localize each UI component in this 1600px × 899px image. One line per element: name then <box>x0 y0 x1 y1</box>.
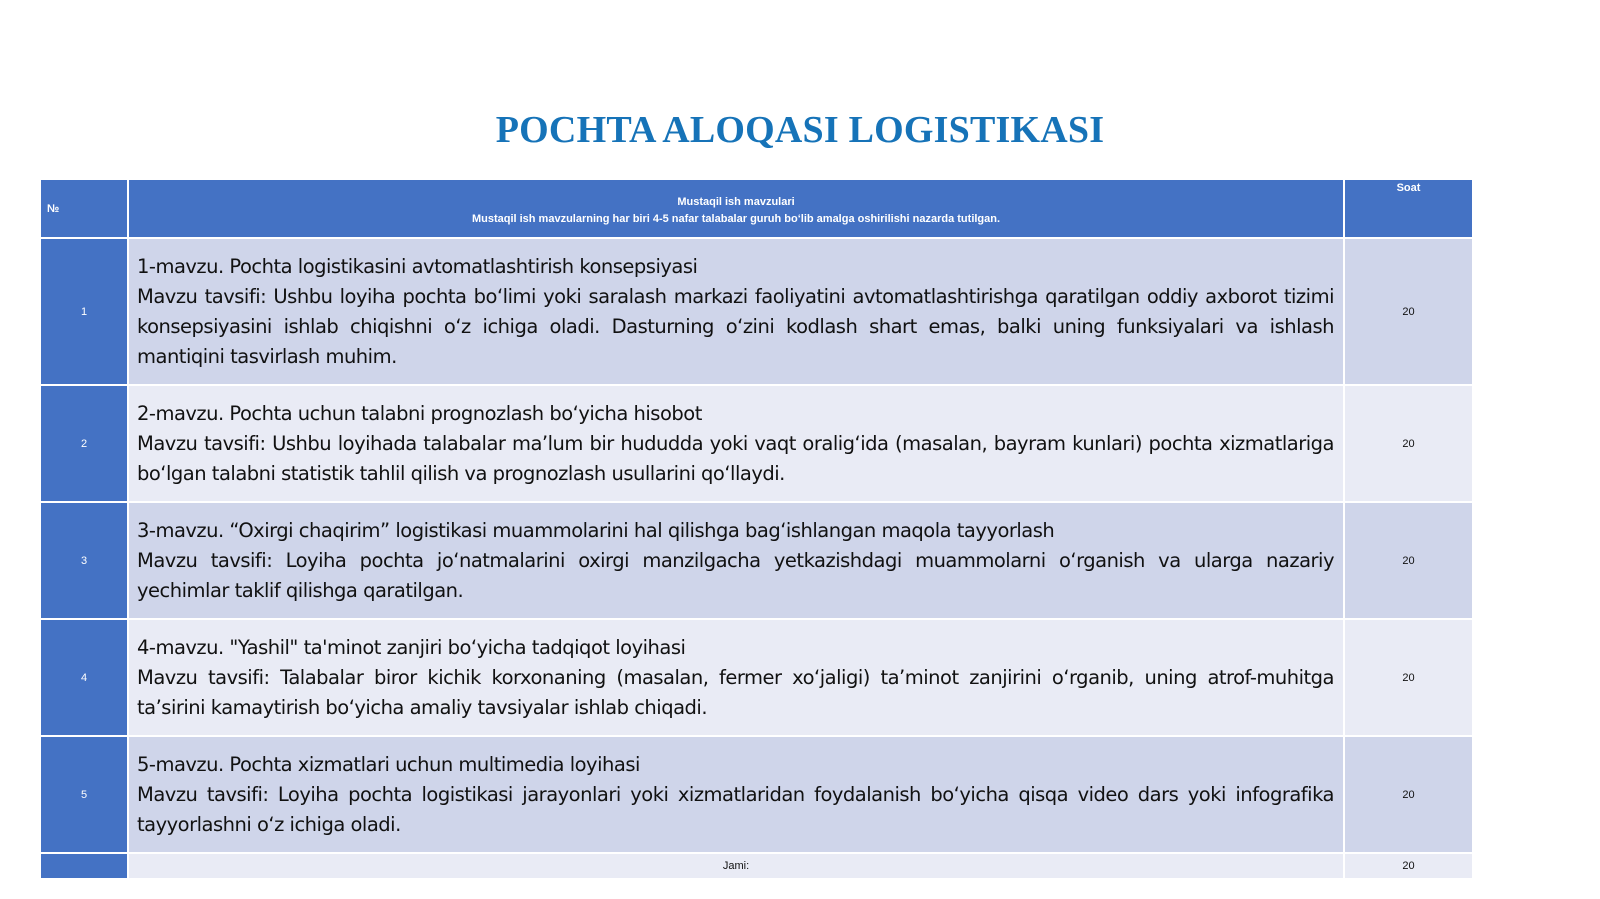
topic-description: Mavzu tavsifi: Ushbu loyihada talabalar ma’lum bir hududda yoki vaqt oralig‘ida (masalan, bayram kunlari) pochta xizmatlariga bo‘lgan talabni statistik tahlil qilish va prognozlash usullarini qo‘llaydi. <box>137 432 1334 485</box>
table-row <box>41 502 1473 619</box>
row-content <box>128 619 1344 736</box>
page-title: POCHTA ALOQASI LOGISTIKASI <box>495 109 1105 151</box>
topic-title: 2-mavzu. Pochta uchun talabni prognozlash bo‘yicha hisobot <box>137 402 702 425</box>
row-hours: 20 <box>1344 619 1473 736</box>
header-number: № <box>41 180 128 238</box>
topic-description: Mavzu tavsifi: Loyiha pochta logistikasi jarayonlari yoki xizmatlaridan foydalanish bo‘yicha qisqa video dars yoki infografika tayyorlashni o‘z ichiga oladi. <box>137 783 1334 836</box>
row-hours: 20 <box>1344 502 1473 619</box>
header-topics-title: Mustaqil ish mavzulari <box>677 195 795 208</box>
row-hours: 20 <box>1344 238 1473 385</box>
topic-description: Mavzu tavsifi: Loyiha pochta jo‘natmalarini oxirgi manzilgacha yetkazishdagi muammolarni o‘rganish va ularga nazariy yechimlar taklif qilishga qaratilgan. <box>137 549 1334 602</box>
row-number: 2 <box>41 385 128 502</box>
topic-title: 1-mavzu. Pochta logistikasini avtomatlashtirish konsepsiyasi <box>137 255 698 278</box>
table-header-row <box>41 180 1473 238</box>
row-content <box>128 736 1344 853</box>
total-number-cell <box>41 853 128 879</box>
table-row <box>41 619 1473 736</box>
header-topics-note: Mustaqil ish mavzularning har biri 4-5 nafar talabalar guruh bo‘lib amalga oshirilishi nazarda tutilgan. <box>471 212 1001 225</box>
topic-title: 4-mavzu. "Yashil" ta'minot zanjiri bo‘yicha tadqiqot loyihasi <box>137 636 686 659</box>
total-label: Jami: <box>128 853 1344 879</box>
header-hours: Soat <box>1344 180 1473 238</box>
table-row <box>41 736 1473 853</box>
topics-table <box>41 180 1474 880</box>
row-content <box>128 385 1344 502</box>
topic-title: 5-mavzu. Pochta xizmatlari uchun multimedia loyihasi <box>137 753 640 776</box>
total-hours: 20 <box>1344 853 1473 879</box>
row-number: 3 <box>41 502 128 619</box>
table-row <box>41 385 1473 502</box>
header-topics <box>128 180 1344 238</box>
topic-description: Mavzu tavsifi: Ushbu loyiha pochta bo‘limi yoki saralash markazi faoliyatini avtomatlashtirishga qaratilgan oddiy axborot tizimi konsepsiyasini ishlab chiqishni o‘z ichiga oladi. Dasturning o‘zini kodlash shart emas, balki uning funksiyalari va ishlash mantiqini tasvirlash muhim. <box>137 285 1334 368</box>
table-row <box>41 238 1473 385</box>
row-number: 1 <box>41 238 128 385</box>
row-content <box>128 502 1344 619</box>
row-number: 5 <box>41 736 128 853</box>
row-hours: 20 <box>1344 385 1473 502</box>
row-hours: 20 <box>1344 736 1473 853</box>
row-content <box>128 238 1344 385</box>
row-number: 4 <box>41 619 128 736</box>
table-total-row <box>41 853 1473 879</box>
topic-title: 3-mavzu. “Oxirgi chaqirim” logistikasi muammolarini hal qilishga bag‘ishlangan maqola tayyorlash <box>137 519 1055 542</box>
topic-description: Mavzu tavsifi: Talabalar biror kichik korxonaning (masalan, fermer xo‘jaligi) ta’minot zanjirini o‘rganib, uning atrof-muhitga ta’sirini kamaytirish bo‘yicha amaliy tavsiyalar ishlab chiqadi. <box>137 666 1334 719</box>
